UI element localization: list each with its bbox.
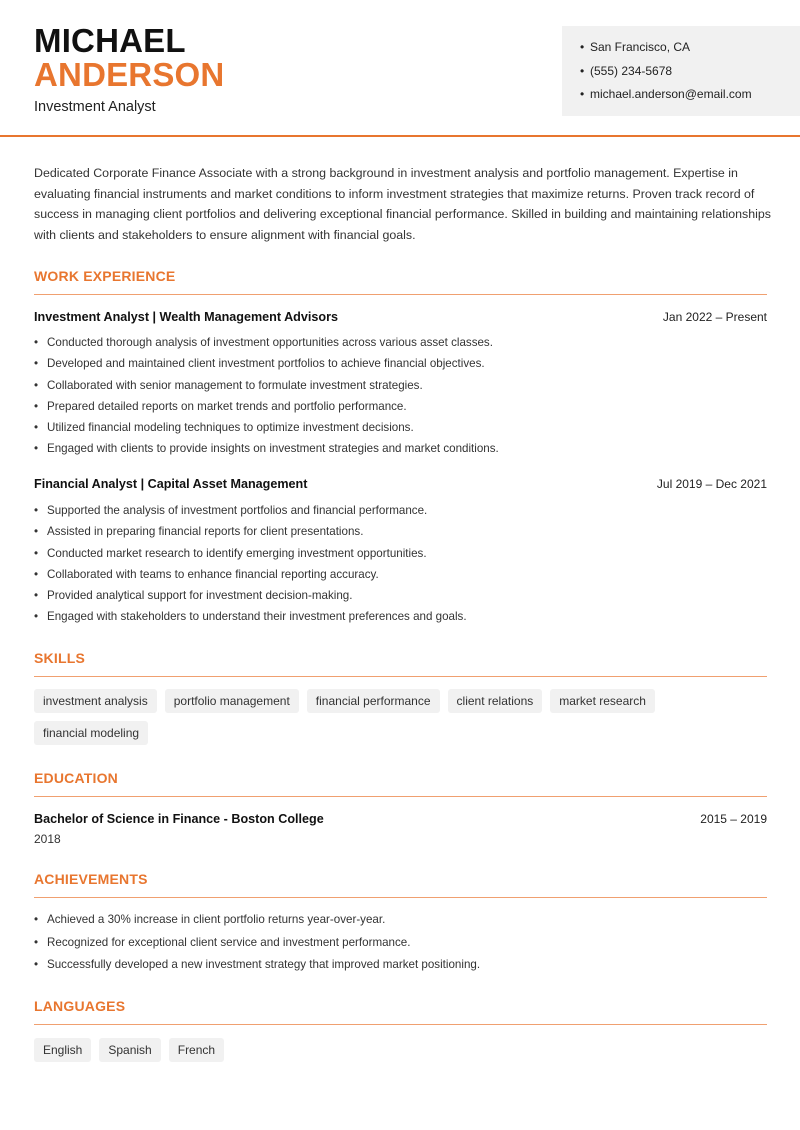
section-title-achievements: ACHIEVEMENTS — [34, 871, 148, 887]
skill-tag: financial modeling — [34, 721, 148, 745]
achievements-list — [34, 911, 480, 979]
languages-tags — [34, 1038, 774, 1062]
summary-paragraph: Dedicated Corporate Finance Associate with a strong background in investment analysis and portfolio management. Expertise in evaluating financial instruments and market conditions to inform investment strategies that maximize returns. Proven track record of success in managing client portfolios and delivering exceptional financial performance. Skilled in building and maintaining relationships with clients and stakeholders to ensure alignment with financial goals. — [34, 166, 771, 242]
section-title-education: EDUCATION — [34, 770, 118, 786]
skill-tag: financial performance — [307, 689, 440, 713]
job-bullets-2 — [34, 502, 467, 630]
skill-tag: market research — [550, 689, 655, 713]
skills-tags — [34, 689, 774, 745]
resume-header — [0, 0, 800, 137]
job-dates-2: Jul 2019 – Dec 2021 — [656, 477, 767, 491]
contact-box — [562, 26, 800, 116]
list-item: • Collaborated with teams to enhance financial reporting accuracy. — [34, 567, 379, 581]
job-title-1: Investment Analyst | Wealth Management Advisors — [34, 310, 338, 324]
section-title-work: WORK EXPERIENCE — [34, 268, 176, 284]
language-tag: Spanish — [99, 1038, 160, 1062]
list-item: • Successfully developed a new investment strategy that improved market positioning. — [34, 958, 481, 971]
list-item: • Supported the analysis of investment portfolios and financial performance. — [34, 504, 428, 517]
list-item: • Developed and maintained client investment portfolios to achieve financial objectives. — [34, 357, 485, 371]
list-item: • Engaged with clients to provide insights on investment strategies and market conditions. — [34, 442, 499, 456]
skill-tag: portfolio management — [165, 689, 299, 713]
list-item: • Utilized financial modeling techniques to optimize investment decisions. — [34, 421, 414, 435]
list-item: • Collaborated with senior management to formulate investment strategies. — [34, 378, 423, 392]
list-item: • Achieved a 30% increase in client portfolio returns year-over-year. — [34, 913, 386, 926]
list-item: • Recognized for exceptional client service and investment performance. — [34, 935, 411, 949]
list-item: • Engaged with stakeholders to understand their investment preferences and goals. — [34, 610, 467, 624]
list-item: • Prepared detailed reports on market trends and portfolio performance. — [34, 399, 407, 413]
location-text: San Francisco, CA — [590, 40, 691, 54]
section-divider — [34, 294, 767, 295]
phone-text: (555) 234-5678 — [590, 63, 673, 78]
email-text[interactable]: michael.anderson@email.com — [590, 87, 752, 101]
skill-tag: client relations — [448, 689, 543, 713]
section-divider — [34, 897, 767, 898]
contact-location — [580, 38, 800, 62]
bullet-icon: • — [580, 87, 585, 101]
contact-email[interactable] — [580, 85, 800, 109]
section-title-skills: SKILLS — [34, 650, 85, 666]
list-item: • Provided analytical support for investment decision-making. — [34, 589, 353, 603]
list-item: • Assisted in preparing financial reports for client presentations. — [34, 525, 364, 539]
section-divider — [34, 1024, 767, 1025]
last-name: ANDERSON — [34, 56, 225, 93]
graduation-year: 2018 — [34, 832, 61, 846]
section-title-languages: LANGUAGES — [34, 998, 126, 1014]
contact-phone — [580, 62, 800, 86]
section-divider — [34, 796, 767, 797]
job-title-2: Financial Analyst | Capital Asset Management — [34, 477, 308, 491]
section-divider — [34, 676, 767, 677]
job-bullets-1 — [34, 334, 499, 462]
degree-title: Bachelor of Science in Finance - Boston College — [34, 812, 324, 826]
job-title: Investment Analyst — [34, 99, 156, 115]
job-dates-1: Jan 2022 – Present — [662, 310, 767, 324]
bullet-icon: • — [580, 63, 585, 78]
language-tag: French — [169, 1038, 224, 1062]
list-item: • Conducted thorough analysis of investment opportunities across various asset classes. — [34, 336, 493, 349]
first-name: MICHAEL — [34, 22, 186, 59]
education-dates: 2015 – 2019 — [700, 812, 767, 826]
skill-tag: investment analysis — [34, 689, 157, 713]
list-item: • Conducted market research to identify emerging investment opportunities. — [34, 546, 427, 560]
language-tag: English — [34, 1038, 91, 1062]
bullet-icon: • — [580, 40, 585, 54]
